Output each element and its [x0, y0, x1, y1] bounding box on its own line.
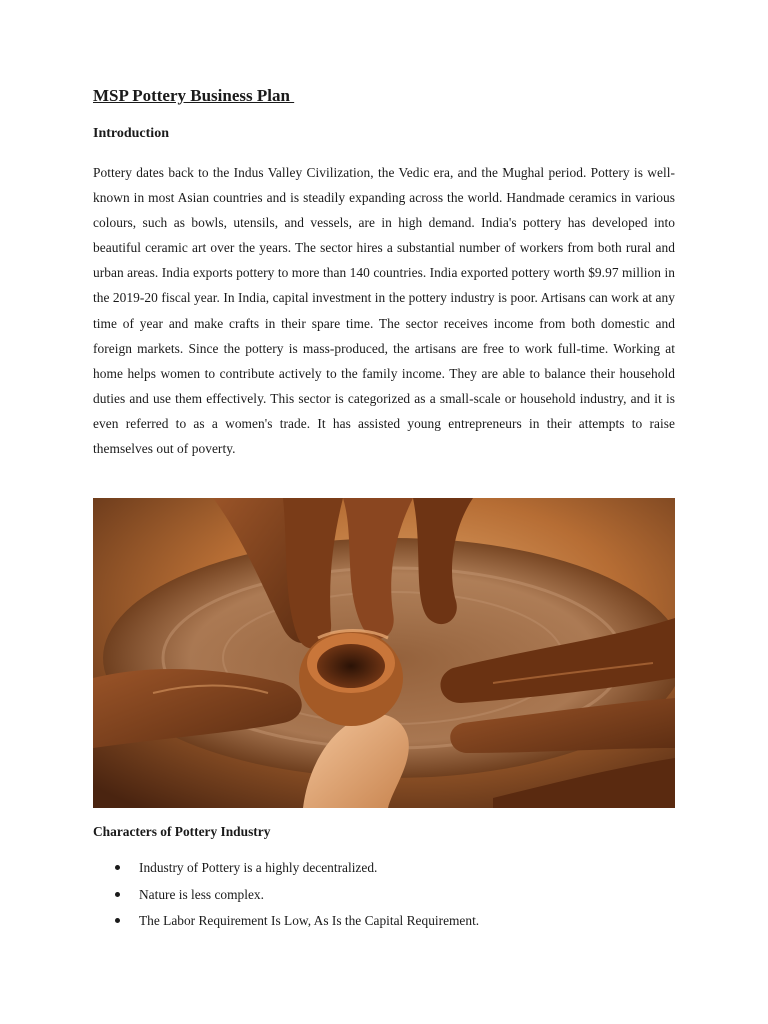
list-item [93, 911, 479, 938]
pottery-hands-photo [93, 498, 675, 808]
introduction-paragraph: Pottery dates back to the Indus Valley Civilization, the Vedic era, and the Mughal period. Pottery is well-known in most Asian countries and is steadily expanding across the world. Handmade ceramics in various colours, such as bowls, utensils, and vessels, are in high demand. India's pottery has developed into beautiful ceramic art over the years. The sector hires a substantial number of workers from both rural and urban areas. India exports pottery to more than 140 countries. India exported pottery worth $9.97 million in the 2019-20 fiscal year. In India, capital investment in the pottery industry is poor. Artisans can work at any time of year and make crafts in their spare time. The sector receives income from both domestic and foreign markets. Since the pottery is mass-produced, the artisans are free to work full-time. Working at home helps women to contribute actively to the family income. They are able to balance their household duties and use them effectively. This sector is categorized as a small-scale or household industry, and it is even referred to as a women's trade. It has assisted young entrepreneurs in their attempts to raise themselves out of poverty. [93, 165, 675, 457]
bullet-icon [115, 865, 120, 870]
list-item [93, 858, 479, 885]
list-item-text: The Labor Requirement Is Low, As Is the Capital Requirement. [139, 913, 480, 928]
bullet-icon [115, 918, 120, 923]
introduction-heading: Introduction [93, 126, 169, 141]
list-item-text: Nature is less complex. [139, 886, 264, 902]
characters-list [93, 858, 479, 938]
characters-heading: Characters of Pottery Industry [93, 824, 271, 839]
list-item [93, 885, 479, 912]
document-title: MSP Pottery Business Plan [93, 86, 295, 105]
bullet-icon [115, 892, 120, 897]
list-item-text: Industry of Pottery is a highly decentralized. [139, 860, 378, 875]
